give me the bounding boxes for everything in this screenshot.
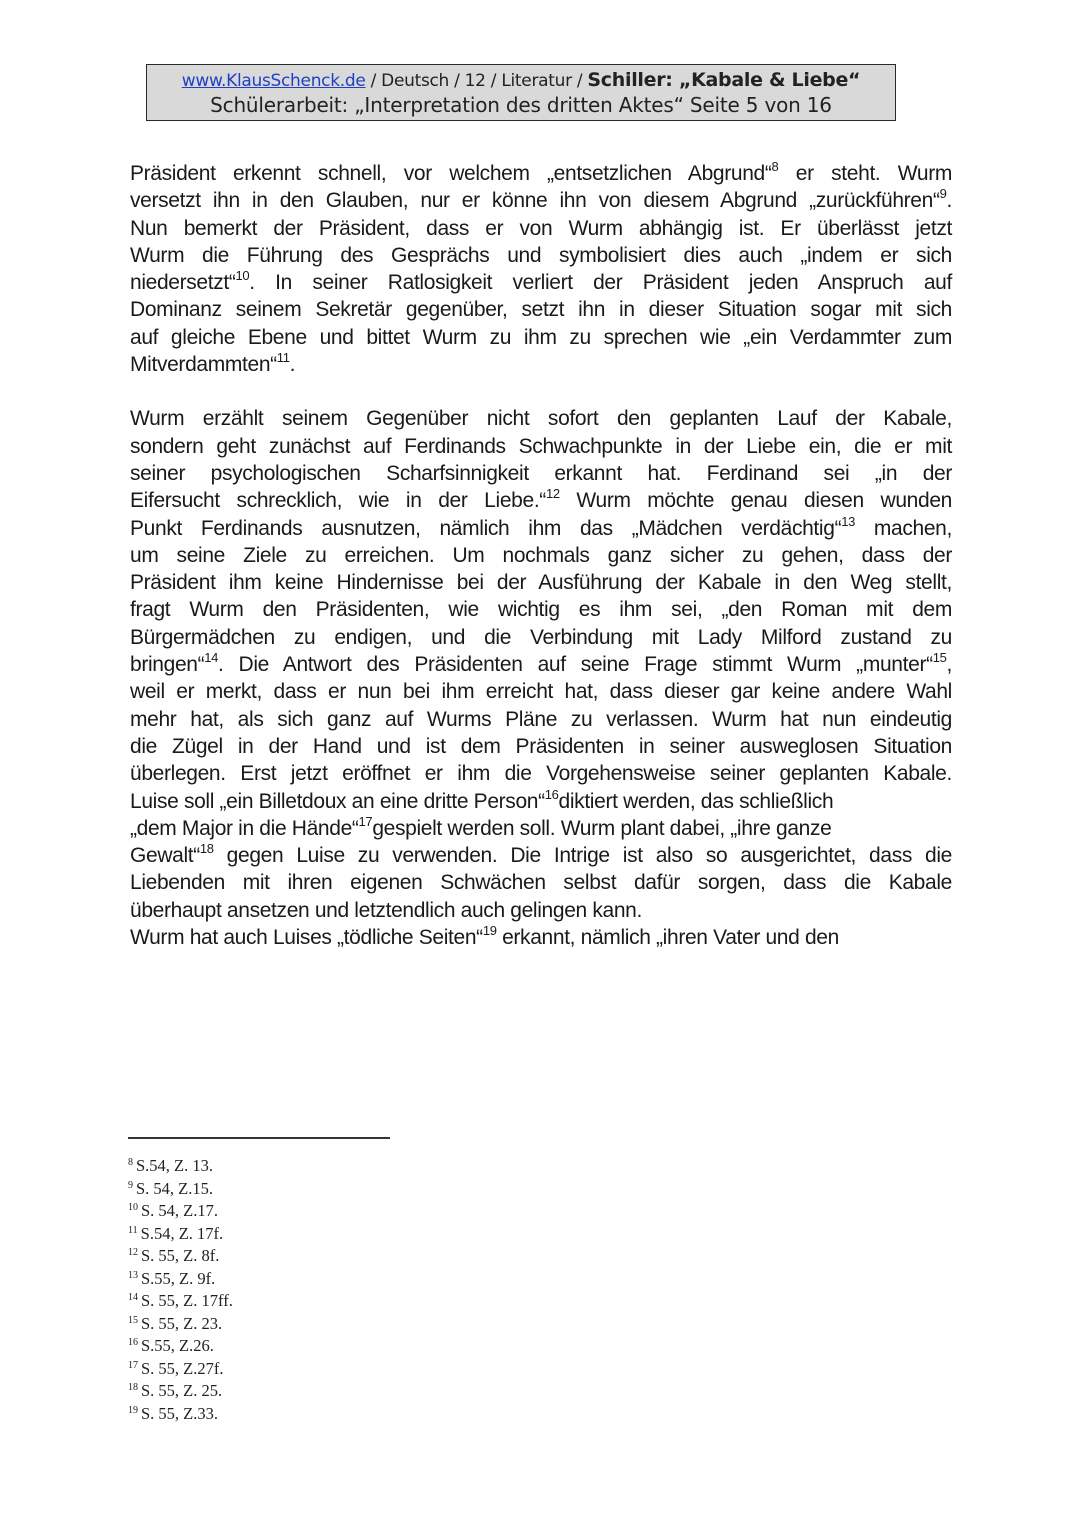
footnote-number: 16 [128, 1337, 138, 1348]
text-line: bringen“$^{14}$. Die Antwort des Präsidenten auf seine Frage stimmt Wurm „munter“$^{15}$, [130, 650, 952, 677]
text-line: „dem Major in die Hände“$^{17}$gespielt werden soll. Wurm plant dabei, „ihre ganze [130, 813, 832, 840]
footnote-item: $^{13}$ S.55, Z. 9f. [128, 1268, 216, 1288]
paragraph-1 [130, 160, 952, 378]
text-line: Präsident ihm keine Hindernisse bei der Ausführung der Kabale in den Weg stellt, [130, 571, 952, 595]
text-line: niedersetzt“$^{10}$. In seiner Ratlosigkeit verliert der Präsident jeden Anspruch auf [130, 268, 952, 295]
footnote-number: 18 [128, 1382, 138, 1393]
footnote-number: 19 [128, 1404, 138, 1416]
paragraph-2 [130, 405, 952, 951]
text-line: Mitverdammten“$^{11}$. [130, 350, 296, 377]
footnote-item: $^{14}$ S. 55, Z. 17ff. [128, 1291, 233, 1310]
text-line: Gewalt“$^{18}$ gegen Luise zu verwenden. Die Intrige ist also so ausgerichtet, dass die [130, 841, 952, 868]
footnote-separator [128, 1137, 390, 1139]
breadcrumb-path: / Deutsch / 12 / Literatur / [365, 71, 588, 91]
footnote-item: $^8$ S.54, Z. 13. [128, 1156, 214, 1175]
text-line: überlegen. Erst jetzt eröffnet er ihm die Vorgehensweise seiner geplanten Kabale. [130, 762, 952, 786]
text-line: Wurm die Führung des Gesprächs und symbolisiert dies auch „indem er sich [130, 243, 952, 267]
footnote-ref[interactable]: 12 [545, 486, 560, 502]
text-line: fragt Wurm den Präsidenten, wie wichtig es ihm sei, „den Roman mit dem [130, 598, 952, 622]
text-line: um seine Ziele zu erreichen. Um nochmals ganz sicher zu gehen, dass der [130, 543, 952, 567]
text-line: weil er merkt, dass er nun bei ihm erreicht hat, dass dieser gar keine andere Wahl [130, 680, 952, 704]
text-line: Nun bemerkt der Präsident, dass er von Wurm abhängig ist. Er überlässt jetzt [130, 216, 952, 240]
text-line: Präsident erkennt schnell, vor welchem „entsetzlichen Abgrund“$^8$ er steht. Wurm [130, 159, 952, 185]
footnote-item: $^{16}$ S.55, Z.26. [128, 1336, 214, 1355]
header-subtitle: Schülerarbeit: „Interpretation des dritten Aktes“ Seite 5 von 16 [210, 93, 832, 117]
footnote-number: 10 [128, 1202, 138, 1213]
footnote-item: $^9$ S. 54, Z.15. [128, 1178, 214, 1198]
footnote-number: 14 [128, 1292, 138, 1303]
text-line: Eifersucht schrecklich, wie in der Liebe.“$^{12}$ Wurm möchte genau diesen wunden [130, 486, 952, 513]
footnote-ref[interactable]: 8 [771, 159, 779, 174]
footnote-ref[interactable]: 18 [199, 841, 214, 857]
text-line: Punkt Ferdinands ausnutzen, nämlich ihm das „Mädchen verdächtig“$^{13}$ machen, [130, 513, 952, 540]
text-line: seiner psychologischen Scharfsinnigkeit erkannt hat. Ferdinand sei „in der [130, 461, 952, 485]
text-line: versetzt ihn in den Glauben, nur er könne ihn von diesem Abgrund „zurückführen“$^9$. [130, 186, 952, 213]
footnote-item: $^{18}$ S. 55, Z. 25. [128, 1381, 223, 1400]
footnote-number: 17 [128, 1359, 138, 1371]
footnote-item: $^{11}$ S.54, Z. 17f. [128, 1223, 224, 1243]
footnote-ref[interactable]: 17 [358, 813, 373, 829]
footnote-ref[interactable]: 13 [841, 513, 855, 529]
footnote-ref[interactable]: 19 [482, 923, 497, 939]
footnote-item: $^{15}$ S. 55, Z. 23. [128, 1313, 223, 1333]
footnote-item: $^{12}$ S. 55, Z. 8f. [128, 1246, 220, 1265]
footnote-number: 8 [128, 1157, 133, 1168]
footnote-ref[interactable]: 10 [235, 268, 250, 284]
footnote-ref[interactable]: 9 [939, 186, 947, 202]
text-line: überhaupt ansetzen und letztendlich auch gelingen kann. [130, 898, 642, 922]
text-line: die Zügel in der Hand und ist dem Präsidenten in seiner ausweglosen Situation [130, 734, 952, 758]
footnote-item: $^{10}$ S. 54, Z.17. [128, 1201, 219, 1220]
work-title: Schiller: „Kabale & Liebe“ [587, 69, 861, 91]
footnote-ref[interactable]: 16 [544, 786, 559, 802]
text-line: Wurm hat auch Luises „tödliche Seiten“$^{19}$ erkannt, nämlich „ihren Vater und den [130, 923, 839, 950]
text-line: Dominanz seinem Sekretär gegenüber, setzt ihn in dieser Situation sogar mit sich [130, 298, 952, 322]
footnote-number: 13 [128, 1269, 138, 1281]
header-breadcrumb [147, 69, 895, 92]
text-line: sondern geht zunächst auf Ferdinands Schwachpunkte in der Liebe ein, die er mit [130, 434, 952, 458]
footnote-number: 12 [128, 1247, 138, 1258]
footnote-number: 11 [128, 1224, 138, 1236]
footnote-ref[interactable]: 15 [932, 650, 947, 666]
footnote-ref[interactable]: 14 [204, 650, 219, 666]
text-line: Liebenden mit ihren eigenen Schwächen selbst dafür sorgen, dass die Kabale [130, 871, 952, 895]
footnote-number: 9 [128, 1179, 133, 1191]
site-link[interactable]: www.KlausSchenck.de [181, 71, 366, 91]
text-line: auf gleiche Ebene und bittet Wurm zu ihm zu sprechen wie „ein Verdammter zum [130, 325, 952, 349]
footnote-number: 15 [128, 1314, 138, 1326]
text-line: Bürgermädchen zu endigen, und die Verbindung mit Lady Milford zustand zu [130, 625, 952, 649]
footnotes [128, 1155, 233, 1425]
text-line: Wurm erzählt seinem Gegenüber nicht sofort den geplanten Lauf der Kabale, [130, 407, 952, 431]
footnote-item: $^{19}$ S. 55, Z.33. [128, 1403, 219, 1423]
text-line: mehr hat, als sich ganz auf Wurms Pläne zu verlassen. Wurm hat nun eindeutig [130, 707, 952, 731]
page-header [146, 64, 896, 121]
footnote-ref[interactable]: 11 [276, 350, 290, 366]
document-body [130, 160, 952, 951]
footnote-item: $^{17}$ S. 55, Z.27f. [128, 1358, 224, 1378]
text-line: Luise soll „ein Billetdoux an eine dritte Person“$^{16}$diktiert werden, das schließlich [130, 786, 834, 813]
